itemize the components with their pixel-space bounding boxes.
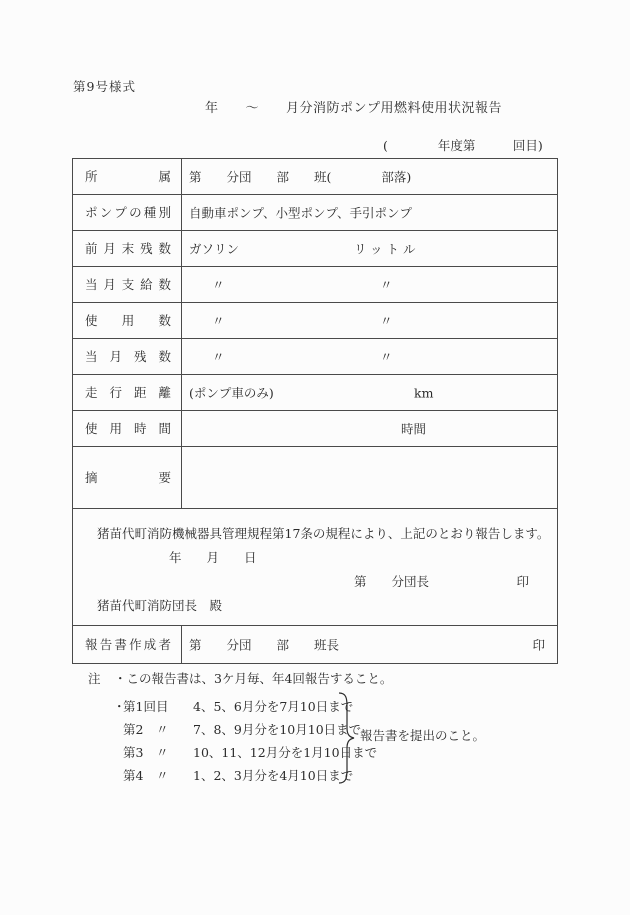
fiscal-year-note: ( 年度第 回目) bbox=[383, 138, 543, 153]
notes-section bbox=[0, 662, 630, 915]
schedule-period: 1、2、3月分を4月10日まで bbox=[193, 768, 354, 783]
ditto-mark: 〃 bbox=[212, 277, 225, 292]
row-label-pump-type: ポ ン プ の 種 別 bbox=[73, 195, 182, 230]
row-value-remarks bbox=[182, 447, 557, 508]
note-mark: 注 bbox=[88, 671, 101, 686]
row-value-affiliation bbox=[182, 159, 557, 194]
row-value-used-amount bbox=[182, 303, 557, 338]
row-label-affiliation: 所 属 bbox=[73, 159, 182, 194]
seal-placeholder: 印 bbox=[516, 574, 529, 589]
table-row-remarks bbox=[73, 447, 557, 509]
statement-date-line: 年 月 日 bbox=[169, 550, 257, 565]
form-number: 第9号様式 bbox=[73, 79, 136, 94]
row-value-month-supplied bbox=[182, 267, 557, 302]
row-label-month-remainder: 当 月 残 数 bbox=[73, 339, 182, 374]
table-row-distance bbox=[73, 375, 557, 411]
table-row-month-supplied bbox=[73, 267, 557, 303]
note-header-text: ・この報告書は、3ケ月毎、年4回報告すること。 bbox=[114, 671, 393, 686]
row-label-prev-month-remainder: 前 月 末 残 数 bbox=[73, 231, 182, 266]
page-title: 年 ～ 月分消防ポンプ用燃料使用状況報告 bbox=[205, 101, 503, 116]
table-row-affiliation bbox=[73, 159, 557, 195]
row-label-usage-hours: 使 用 時 間 bbox=[73, 411, 182, 446]
schedule-round: 第2 〃 bbox=[123, 722, 169, 737]
row-value-usage-hours bbox=[182, 411, 557, 446]
pump-vehicle-only-note: (ポンプ車のみ) bbox=[189, 385, 274, 400]
statement-box bbox=[73, 509, 557, 625]
row-value-pump-type bbox=[182, 195, 557, 230]
table-row-usage-hours bbox=[73, 411, 557, 447]
ditto-mark: 〃 bbox=[380, 277, 393, 292]
row-value-prev-month-remainder bbox=[182, 231, 557, 266]
brace-instruction-text: 報告書を提出のこと。 bbox=[360, 728, 486, 743]
row-label-report-creator: 報 告 書 作 成 者 bbox=[73, 626, 182, 663]
km-unit-label: km bbox=[414, 385, 434, 400]
ditto-mark: 〃 bbox=[212, 349, 225, 364]
schedule-round: 第4 〃 bbox=[123, 768, 169, 783]
row-value-month-remainder bbox=[182, 339, 557, 374]
schedule-round: 第3 〃 bbox=[123, 745, 169, 760]
statement-addressee: 猪苗代町消防団長 殿 bbox=[97, 598, 223, 613]
bullet: ・ bbox=[113, 699, 126, 714]
statement-signer: 第 分団長 bbox=[354, 574, 430, 589]
ditto-mark: 〃 bbox=[212, 313, 225, 328]
schedule-period: 10、11、12月分を1月10日まで bbox=[193, 745, 378, 760]
schedule-period: 7、8、9月分を10月10日まで bbox=[193, 722, 362, 737]
liter-unit-label: リットル bbox=[354, 241, 420, 256]
table-row-report-creator bbox=[73, 626, 557, 663]
row-label-used-amount: 使 用 数 bbox=[73, 303, 182, 338]
curly-brace-icon bbox=[337, 692, 357, 787]
statement-section bbox=[73, 509, 557, 626]
row-value-distance bbox=[182, 375, 557, 410]
pump-type-value: 自動車ポンプ、小型ポンプ、手引ポンプ bbox=[189, 205, 413, 220]
table-row-pump-type bbox=[73, 195, 557, 231]
seal-placeholder: 印 bbox=[532, 637, 545, 652]
fuel-report-table bbox=[72, 158, 558, 664]
row-label-remarks: 摘 要 bbox=[73, 447, 182, 508]
creator-value: 第 分団 部 班長 bbox=[189, 637, 340, 652]
schedule-round: 第1回目 bbox=[123, 699, 169, 714]
table-row-used-amount bbox=[73, 303, 557, 339]
table-row-prev-month-remainder bbox=[73, 231, 557, 267]
row-label-month-supplied: 当 月 支 給 数 bbox=[73, 267, 182, 302]
row-label-distance: 走 行 距 離 bbox=[73, 375, 182, 410]
ditto-mark: 〃 bbox=[380, 349, 393, 364]
affiliation-value: 第 分団 部 班( 部落) bbox=[189, 169, 412, 184]
ditto-mark: 〃 bbox=[380, 313, 393, 328]
fuel-type-label: ガソリン bbox=[189, 241, 240, 256]
statement-text: 猪苗代町消防機械器具管理規程第17条の規程により、上記のとおり報告します。 bbox=[97, 526, 550, 541]
table-row-month-remainder bbox=[73, 339, 557, 375]
hours-unit-label: 時間 bbox=[401, 421, 427, 436]
row-value-report-creator bbox=[182, 626, 557, 663]
schedule-period: 4、5、6月分を7月10日まで bbox=[193, 699, 354, 714]
